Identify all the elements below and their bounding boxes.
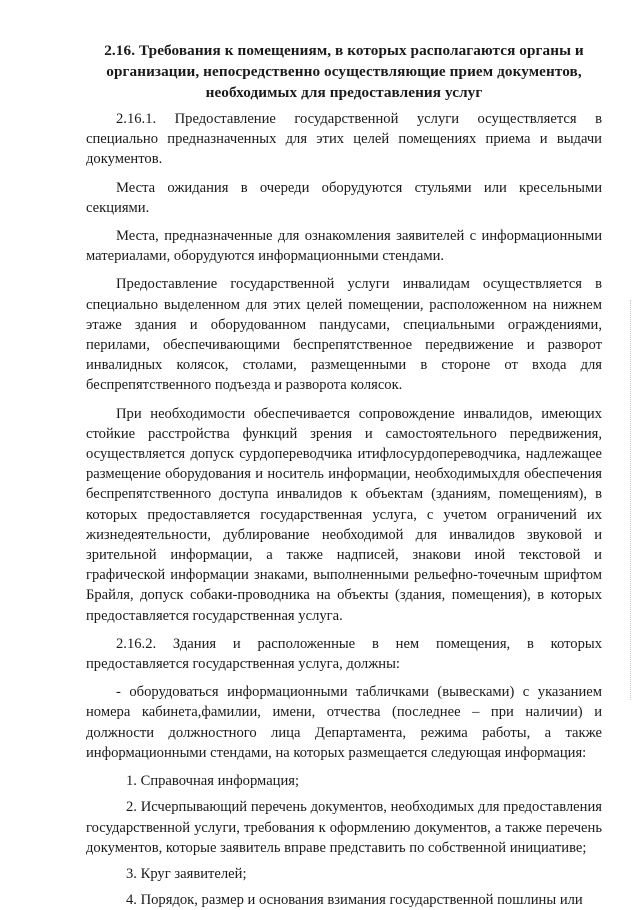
list-item: 1. Справочная информация;	[126, 773, 300, 790]
paragraph-signage: - оборудоваться информационными табличками (вывесками) с указанием номера кабинета,фамилии, имени, отчества (последнее – при наличии) и должности должностного лица Департамента, режима работы, а также информационными стендами, на которых размещается следующая информация:	[86, 684, 602, 761]
paragraph-info-stands: Места, предназначенные для ознакомления заявителей с информационными материалами, оборудуются информационными стендами.	[86, 228, 602, 265]
paragraph-2-16-2: 2.16.2. Здания и расположенные в нем помещения, в которых предоставляется государственная услуга, должны:	[86, 635, 602, 673]
scan-margin-mark	[630, 300, 634, 700]
paragraph-2-16-1: 2.16.1. Предоставление государственной услуги осуществляется в специально предназначенных для этих целей помещениях приема и выдачи документов.	[86, 111, 602, 168]
section-heading: 2.16. Требования к помещениям, в которых располагаются органы и организации, непосредственно осуществляющие прием документов, необходимых для предоставления услуг	[104, 42, 584, 101]
paragraph-escort: При необходимости обеспечивается сопровождение инвалидов, имеющих стойкие расстройства функций зрения и самостоятельного передвижения, осуществляется допуск сурдопереводчика итифлосурдопереводчика, надлежащее размещение оборудования и носитель информации, необходимыхдля обеспечения беспрепятственного доступа инвалидов к объектам (зданиям, помещениям), в которых предоставляется государственная услуга, с учетом ограничений их жизнедеятельности, дублирование необходимой для инвалидов звуковой и зрительной информации, а также надписей, знакови иной текстовой и графической информации знаками, выполненными рельефно-точечным шрифтом Брайля, допуск собаки-проводника на объекты (здания, помещения), в которых предоставляется государственная услуга.	[86, 405, 602, 624]
list-item: 3. Круг заявителей;	[126, 865, 247, 882]
list-item: 2. Исчерпывающий перечень документов, необходимых для предоставления государственной услуги, требования к оформлению документов, а также перечень документов, которые заявитель вправе представить по собственной инициативе;	[86, 799, 602, 856]
paragraph-disabled-access: Предоставление государственной услуги инвалидам осуществляется в специально выделенном для этих целей помещении, расположенном на нижнем этаже здания и оборудованном пандусами, специальными ограждениями, перилами, обеспечивающими беспрепятственное передвижение и разворот инвалидных колясок, столами, размещенными в стороне от входа для беспрепятственного подъезда и разворота колясок.	[86, 276, 602, 394]
paragraph-waiting-area: Места ожидания в очереди оборудуются стульями или кресельными секциями.	[86, 179, 602, 216]
list-item: 4. Порядок, размер и основания взимания государственной пошлины или	[126, 892, 583, 909]
